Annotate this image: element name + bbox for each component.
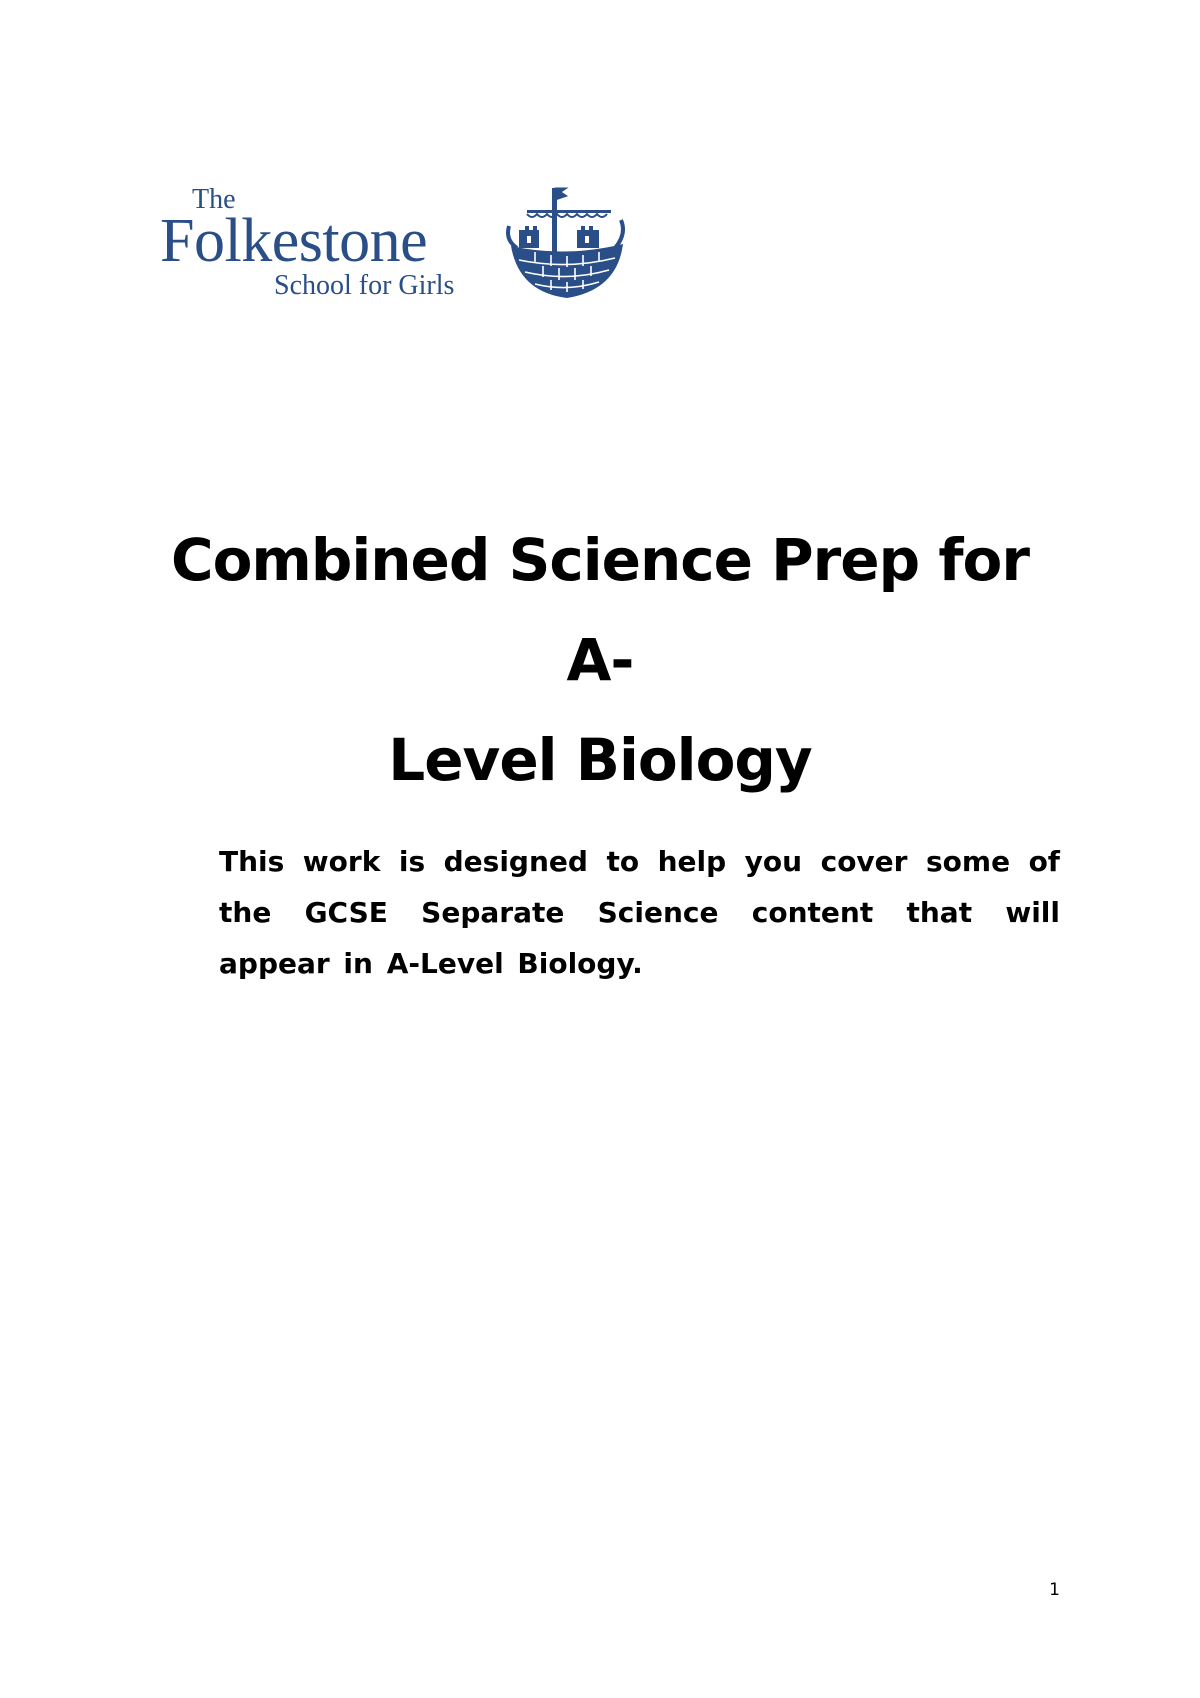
page-number: 1	[1049, 1580, 1060, 1600]
document-title	[140, 510, 1060, 810]
intro-paragraph: This work is designed to help you cover some of the GCSE Separate Science content that will appear in A-Level Biology.	[219, 845, 1060, 980]
logo-school-subtitle: School for Girls	[274, 270, 455, 301]
title-line-1: Combined Science Prep for A-	[171, 526, 1029, 694]
logo-wordmark	[160, 186, 490, 306]
ship-crest-icon	[505, 186, 627, 302]
logo-the: The	[192, 184, 236, 215]
logo-school-name: Folkestone	[160, 207, 428, 275]
title-line-2: Level Biology	[388, 726, 812, 794]
school-logo	[160, 186, 630, 306]
